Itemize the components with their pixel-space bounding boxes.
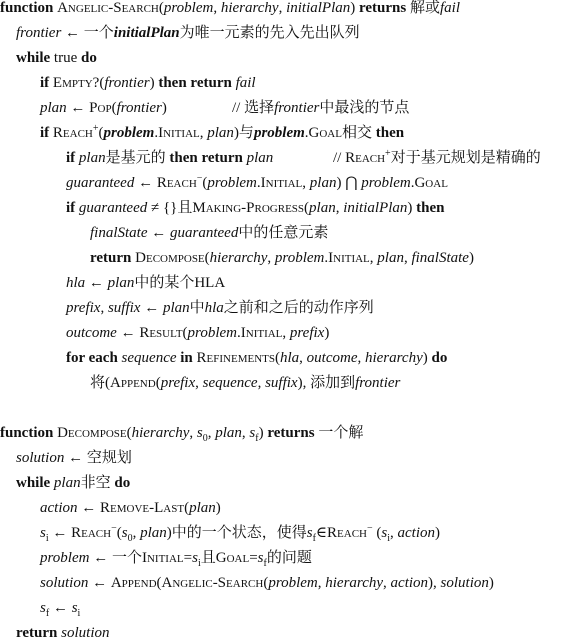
code-text: s	[306, 525, 313, 541]
code-text: .	[304, 125, 309, 141]
code-text: problem	[253, 125, 305, 141]
code-text: s	[40, 525, 46, 541]
keyword: while	[16, 475, 51, 491]
code-text: frontier	[116, 100, 162, 116]
function-name: Pop	[89, 100, 112, 116]
code-text: plan	[207, 125, 234, 141]
keyword: return	[90, 250, 132, 266]
code-text: problem	[361, 175, 411, 191]
code-text: hla	[66, 275, 86, 291]
code-text: hierarchy	[325, 575, 384, 591]
code-text: )	[422, 350, 432, 366]
code-text: .	[237, 325, 241, 341]
code-text: )	[435, 525, 440, 541]
code-text: frontier	[355, 375, 401, 391]
function-name: Append	[110, 375, 156, 391]
code-text: i	[387, 533, 390, 544]
code-text: −	[111, 523, 117, 534]
keyword: if	[66, 150, 76, 166]
code-line	[66, 148, 541, 167]
code-text: 为唯一元素的先入先出队列	[179, 25, 360, 41]
function-name: Reach	[156, 175, 197, 191]
code-text: ←	[134, 175, 157, 191]
code-text: ←	[85, 275, 108, 291]
code-text: (	[304, 200, 310, 216]
code-text: (	[99, 75, 105, 91]
code-text: ← 一个	[61, 25, 114, 41]
code-line	[0, 0, 460, 17]
code-text: suffix	[107, 300, 141, 316]
code-text: ,	[278, 0, 287, 16]
code-text: )	[161, 100, 167, 116]
code-text: s	[381, 525, 388, 541]
function-name: Angelic-Search	[161, 575, 264, 591]
code-text: action	[40, 500, 78, 516]
code-text: guaranteed	[66, 175, 135, 191]
code-text: (	[182, 325, 188, 341]
keyword: while	[16, 50, 51, 66]
function-name: Initial	[328, 250, 370, 266]
code-text: )中的一个状态，使得	[166, 525, 307, 541]
code-text: ,	[195, 375, 203, 391]
code-text: −	[196, 173, 203, 184]
code-text: (	[158, 0, 164, 16]
code-line	[40, 99, 410, 117]
code-text: problem	[207, 175, 257, 191]
code-text: ,	[335, 200, 344, 216]
code-text: −	[366, 523, 373, 534]
code-text: ,	[403, 250, 412, 266]
code-text: +	[92, 123, 99, 134]
code-text: =	[183, 550, 193, 566]
code-text: prefix	[160, 375, 196, 391]
keyword: then return	[158, 75, 232, 91]
code-text: ,	[267, 250, 275, 266]
code-text: problem	[268, 575, 318, 591]
function-name: Decompose	[57, 425, 127, 441]
code-text: ,	[132, 525, 141, 541]
code-text: ←	[147, 225, 170, 241]
code-text: ,	[100, 300, 108, 316]
code-text: frontier	[274, 100, 320, 116]
function-name: Initial	[240, 325, 283, 341]
code-text: guaranteed	[170, 225, 239, 241]
code-line	[16, 474, 130, 492]
keyword: do	[81, 50, 97, 66]
code-text: i	[45, 533, 49, 544]
code-text: )	[468, 250, 474, 266]
code-text: .	[256, 175, 261, 191]
code-text: suffix	[265, 375, 298, 391]
code-text: frontier	[16, 25, 62, 41]
code-text: plan	[246, 150, 274, 166]
code-line	[0, 424, 363, 442]
code-text: plan	[377, 250, 404, 266]
code-text: plan	[78, 150, 106, 166]
code-text: ←	[140, 300, 163, 316]
code-text: =	[249, 550, 258, 566]
function-name: Initial	[158, 125, 200, 141]
code-text: ,	[189, 425, 197, 441]
code-text: ←	[49, 600, 72, 616]
code-text: hla	[204, 300, 224, 316]
code-text: //	[333, 150, 346, 166]
function-name: Angelic-Search	[57, 0, 159, 16]
code-text: 一个解	[314, 425, 364, 441]
function-name: Result	[139, 325, 183, 341]
code-text: )	[149, 75, 159, 91]
code-text: ),	[428, 575, 441, 591]
code-line	[40, 599, 80, 617]
function-name: Reach	[327, 525, 367, 541]
code-text: (	[98, 125, 104, 141]
code-text: finalState	[411, 250, 469, 266]
keyword: then return	[169, 150, 243, 166]
code-text: f	[312, 533, 316, 544]
code-text: initialPlan	[113, 25, 180, 41]
code-line	[40, 74, 256, 92]
function-name: Initial	[260, 175, 303, 191]
code-text: plan	[107, 275, 135, 291]
code-text: ), 添加到	[297, 375, 356, 391]
code-text: 0	[127, 533, 133, 544]
code-text: 0	[202, 433, 208, 444]
code-text: (	[184, 500, 190, 516]
code-text: solution	[440, 575, 489, 591]
code-text: action	[397, 525, 435, 541]
code-text: s	[249, 425, 256, 441]
function-name: Initial	[141, 550, 184, 566]
code-text: 将(	[90, 375, 110, 391]
function-name: Remove-Last	[100, 500, 185, 516]
code-line	[40, 499, 221, 517]
code-text: finalState	[90, 225, 148, 241]
code-text: // 选择	[232, 100, 275, 116]
code-text: ,	[241, 425, 250, 441]
code-text: prefix	[289, 325, 325, 341]
code-text: problem	[40, 550, 90, 566]
code-text: ,	[213, 0, 221, 16]
code-line	[40, 549, 312, 567]
code-text: f	[255, 433, 259, 444]
code-text: ,	[369, 250, 378, 266]
code-text: 中最浅的节点	[319, 100, 410, 116]
code-text: ,	[390, 525, 398, 541]
code-text: ,	[299, 350, 307, 366]
code-text: problem	[274, 250, 325, 266]
code-text: solution	[40, 575, 89, 591]
code-line	[66, 299, 374, 317]
keyword: do	[431, 350, 448, 366]
code-text: s	[121, 525, 128, 541]
comment	[333, 149, 541, 167]
code-text: ≠ {}且	[147, 200, 193, 216]
code-text: 且	[200, 550, 216, 566]
code-text: problem	[187, 325, 237, 341]
code-text: 解或	[406, 0, 441, 16]
code-text: ,	[302, 175, 310, 191]
function-name: Reach	[71, 525, 112, 541]
code-line	[66, 349, 447, 367]
comment	[232, 99, 409, 117]
function-name: Goal	[414, 175, 448, 191]
code-text: plan	[189, 500, 216, 516]
code-text: outcome	[66, 325, 117, 341]
code-text: solution	[61, 625, 110, 641]
code-text: 对于基元规划是精确的	[390, 150, 541, 166]
code-text: .	[410, 175, 415, 191]
code-text: initialPlan	[343, 200, 408, 216]
code-text: true	[50, 50, 81, 66]
code-text: 之前和之后的动作序列	[223, 300, 374, 316]
code-line	[66, 199, 444, 217]
code-text: (	[156, 575, 162, 591]
code-line	[66, 274, 225, 292]
code-text: s	[196, 425, 203, 441]
keyword: returns	[359, 0, 407, 16]
code-text: ) ⋂	[336, 175, 362, 191]
code-text: ←	[116, 325, 140, 341]
code-text: hierarchy	[220, 0, 279, 16]
code-text: plan	[40, 100, 67, 116]
function-name: Making-Progress	[192, 200, 305, 216]
code-text: ,	[257, 375, 266, 391]
code-text: )	[258, 425, 268, 441]
keyword: in	[180, 350, 193, 366]
code-text: +	[385, 148, 391, 159]
code-line	[16, 49, 97, 67]
code-text: ←	[48, 525, 72, 541]
keyword: for each	[66, 350, 118, 366]
code-text: (	[274, 350, 280, 366]
code-line	[16, 624, 109, 642]
code-text: sequence	[202, 375, 258, 391]
code-text: plan	[309, 200, 336, 216]
code-text: problem	[103, 125, 155, 141]
code-text: ← 一个	[89, 550, 142, 566]
code-text: 是基元的	[105, 150, 170, 166]
code-line	[40, 524, 440, 542]
keyword: if	[40, 75, 50, 91]
code-text: plan	[162, 300, 190, 316]
code-text: ←	[88, 575, 111, 591]
code-text: )	[215, 500, 221, 516]
code-text: hierarchy	[364, 350, 423, 366]
code-text: )	[407, 200, 417, 216]
code-text: plan	[309, 175, 337, 191]
code-text: outcome	[306, 350, 358, 366]
code-text: initialPlan	[286, 0, 351, 16]
function-name: Decompose	[135, 250, 205, 266]
code-text: ,	[282, 325, 290, 341]
code-text: (	[155, 375, 161, 391]
keyword: return	[16, 625, 58, 641]
code-text: ←	[66, 100, 90, 116]
code-text: hierarchy	[131, 425, 190, 441]
code-text: hla	[279, 350, 300, 366]
code-text: fail	[235, 75, 256, 91]
code-text: (	[202, 175, 208, 191]
code-text: (	[111, 100, 117, 116]
function-name: Reach	[52, 125, 93, 141]
code-text: plan	[215, 425, 242, 441]
code-line	[90, 374, 400, 392]
code-text: plan	[53, 475, 81, 491]
code-text: 中的任意元素	[238, 225, 329, 241]
code-text: )	[488, 575, 494, 591]
code-text: (	[126, 425, 132, 441]
code-text: frontier	[104, 75, 150, 91]
code-line	[16, 449, 132, 467]
keyword: function	[0, 425, 54, 441]
code-text: 相交	[341, 125, 376, 141]
code-text: s	[192, 550, 198, 566]
code-text: hierarchy	[209, 250, 268, 266]
keyword: do	[114, 475, 131, 491]
function-name: Append	[110, 575, 157, 591]
code-text: 中的某个HLA	[134, 275, 226, 291]
code-line	[16, 24, 360, 42]
code-text: ←	[77, 500, 100, 516]
code-text: )与	[233, 125, 254, 141]
code-text: s	[71, 600, 78, 616]
code-text: guaranteed	[78, 200, 148, 216]
function-name: Reach	[345, 150, 386, 166]
keyword: if	[66, 200, 76, 216]
function-name: Goal	[215, 550, 250, 566]
code-text: (	[263, 575, 269, 591]
code-text: problem	[163, 0, 214, 16]
code-text: )	[324, 325, 330, 341]
code-text: )	[350, 0, 360, 16]
code-text: f	[45, 608, 50, 619]
function-name: Refinements	[196, 350, 275, 366]
function-name: Goal	[308, 125, 342, 141]
code-line	[40, 124, 404, 142]
code-text: ,	[207, 425, 216, 441]
code-text: (	[116, 525, 122, 541]
keyword: returns	[267, 425, 315, 441]
code-text: s	[257, 550, 264, 566]
code-line	[90, 249, 474, 267]
code-text: f	[263, 558, 267, 569]
code-text: fail	[440, 0, 461, 16]
keyword: then	[416, 200, 445, 216]
code-text: ← 空规划	[64, 450, 132, 466]
code-text: s	[40, 600, 46, 616]
code-text: (	[204, 250, 210, 266]
code-text: prefix	[66, 300, 101, 316]
keyword: then	[375, 125, 405, 141]
code-line	[40, 574, 494, 592]
code-text: i	[77, 608, 81, 619]
code-text: 中	[189, 300, 205, 316]
code-text: ,	[199, 125, 208, 141]
keyword: function	[0, 0, 54, 16]
code-line	[66, 324, 329, 342]
code-text: ,	[317, 575, 326, 591]
code-text: solution	[16, 450, 65, 466]
code-text: 的问题	[266, 550, 312, 566]
code-text: ,	[357, 350, 365, 366]
code-line	[90, 224, 328, 242]
code-text: .	[324, 250, 329, 266]
code-text: ,	[383, 575, 391, 591]
code-text: (	[372, 525, 382, 541]
code-text: i	[197, 558, 201, 569]
keyword: if	[40, 125, 50, 141]
code-text: sequence	[121, 350, 177, 366]
code-text: 非空	[80, 475, 115, 491]
code-text: .	[154, 125, 159, 141]
code-text: ∈	[315, 525, 328, 541]
function-name: Empty?	[52, 75, 100, 91]
code-text: action	[390, 575, 429, 591]
code-text: plan	[140, 525, 167, 541]
code-line	[66, 174, 448, 192]
